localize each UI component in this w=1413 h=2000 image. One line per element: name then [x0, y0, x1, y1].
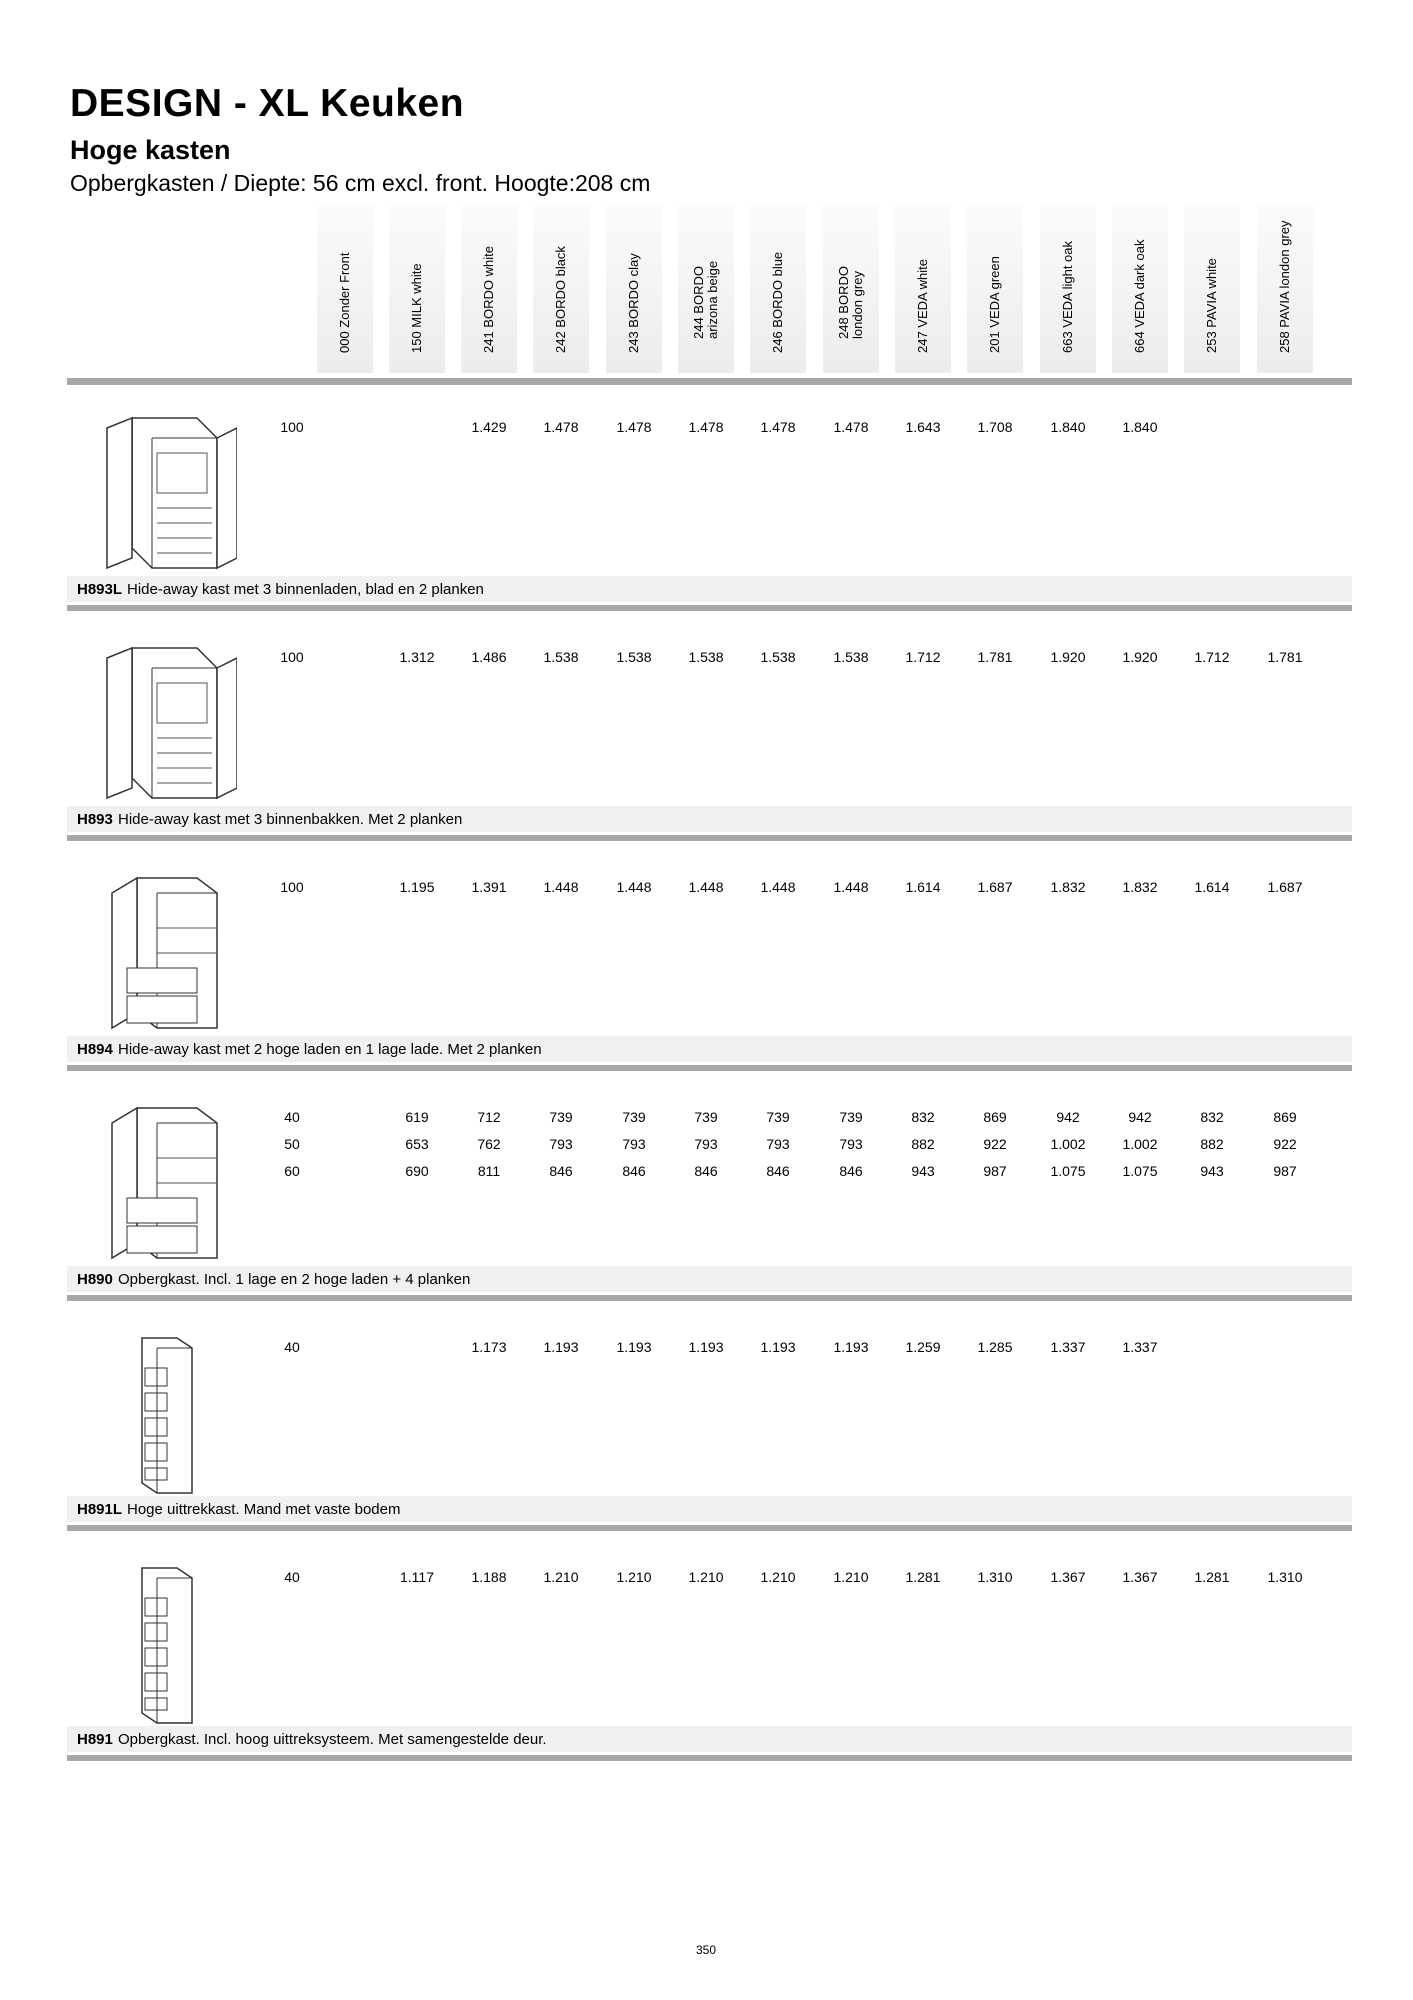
- price-cell: 1.285: [977, 1339, 1013, 1355]
- product-description: Hoge uittrekkast. Mand met vaste bodem: [127, 1501, 401, 1518]
- price-cell: 1.538: [688, 649, 724, 665]
- price-cell: 832: [1200, 1109, 1224, 1125]
- price-cell: 1.337: [1050, 1339, 1086, 1355]
- price-cell: 1.391: [471, 879, 507, 895]
- price-cell: 1.478: [760, 419, 796, 435]
- price-cell: 1.193: [833, 1339, 869, 1355]
- price-cell: 1.193: [688, 1339, 724, 1355]
- width-cell: 40: [284, 1339, 300, 1355]
- price-cell: 1.920: [1050, 649, 1086, 665]
- price-cell: 1.193: [543, 1339, 579, 1355]
- page-description: Opbergkasten / Diepte: 56 cm excl. front. Hoogte:208 cm: [70, 170, 651, 196]
- price-cell: 739: [622, 1109, 646, 1125]
- price-cell: 943: [1200, 1163, 1224, 1179]
- price-cell: 869: [983, 1109, 1007, 1125]
- column-header: [1112, 205, 1168, 373]
- page-number: 350: [696, 1943, 717, 1957]
- price-cell: 653: [405, 1136, 429, 1152]
- price-cell: 882: [911, 1136, 935, 1152]
- price-cell: 1.448: [543, 879, 579, 895]
- price-cell: 846: [839, 1163, 863, 1179]
- price-cell: 1.312: [399, 649, 435, 665]
- price-cell: 1.075: [1122, 1163, 1158, 1179]
- column-header: [389, 205, 445, 373]
- price-cell: 1.478: [833, 419, 869, 435]
- width-cell: 50: [284, 1136, 300, 1152]
- product-section: [67, 1548, 1352, 1778]
- price-cell: 869: [1273, 1109, 1297, 1125]
- price-cell: 846: [694, 1163, 718, 1179]
- product-caption: [67, 1496, 1352, 1522]
- column-header-label: 243 BORDO clay: [626, 253, 641, 353]
- column-header-label: 244 BORDO arizona beige: [691, 260, 720, 339]
- column-header: [1184, 205, 1240, 373]
- price-cell: 1.832: [1122, 879, 1158, 895]
- price-row: [67, 1569, 1352, 1595]
- column-header-label: 258 PAVIA london grey: [1277, 220, 1292, 353]
- price-cell: 1.448: [833, 879, 869, 895]
- price-cell: 1.614: [905, 879, 941, 895]
- price-cell: 712: [477, 1109, 501, 1125]
- column-header: [750, 205, 806, 373]
- price-cell: 690: [405, 1163, 429, 1179]
- width-cell: 100: [280, 879, 304, 895]
- price-row: [67, 419, 1352, 445]
- price-cell: 1.281: [1194, 1569, 1230, 1585]
- price-cell: 1.712: [1194, 649, 1230, 665]
- column-header: [606, 205, 662, 373]
- column-header: [461, 205, 517, 373]
- price-cell: 1.538: [833, 649, 869, 665]
- product-description: Hide-away kast met 3 binnenbakken. Met 2 planken: [118, 811, 463, 828]
- price-cell: 1.614: [1194, 879, 1230, 895]
- product-code: H893L: [77, 581, 123, 598]
- product-description: Opbergkast. Incl. hoog uittreksysteem. Met samengestelde deur.: [118, 1731, 547, 1748]
- product-caption: [67, 576, 1352, 602]
- price-cell: 1.193: [616, 1339, 652, 1355]
- price-cell: 846: [549, 1163, 573, 1179]
- price-cell: 1.486: [471, 649, 507, 665]
- price-cell: 1.448: [760, 879, 796, 895]
- price-cell: 1.429: [471, 419, 507, 435]
- price-cell: 922: [983, 1136, 1007, 1152]
- price-cell: 942: [1128, 1109, 1152, 1125]
- price-cell: 1.310: [1267, 1569, 1303, 1585]
- price-cell: 846: [766, 1163, 790, 1179]
- price-cell: 1.478: [688, 419, 724, 435]
- product-description: Hide-away kast met 2 hoge laden en 1 lage lade. Met 2 planken: [118, 1041, 542, 1058]
- section-divider: [67, 1525, 1352, 1531]
- price-cell: 1.643: [905, 419, 941, 435]
- column-header: [1257, 205, 1313, 373]
- width-cell: 100: [280, 649, 304, 665]
- price-cell: 1.337: [1122, 1339, 1158, 1355]
- page-subtitle: Hoge kasten: [70, 135, 231, 165]
- width-cell: 100: [280, 419, 304, 435]
- column-header: [1040, 205, 1096, 373]
- price-cell: 1.210: [833, 1569, 869, 1585]
- column-header-label: 253 PAVIA white: [1204, 258, 1219, 353]
- price-cell: 1.173: [471, 1339, 507, 1355]
- price-cell: 1.448: [688, 879, 724, 895]
- column-header: [967, 205, 1023, 373]
- product-section: [67, 628, 1352, 858]
- price-row: [67, 1339, 1352, 1365]
- price-cell: 739: [694, 1109, 718, 1125]
- price-cell: 1.687: [977, 879, 1013, 895]
- price-cell: 739: [839, 1109, 863, 1125]
- price-cell: 1.310: [977, 1569, 1013, 1585]
- price-cell: 1.002: [1122, 1136, 1158, 1152]
- column-header: [678, 205, 734, 373]
- price-cell: 1.117: [400, 1569, 434, 1585]
- price-cell: 793: [622, 1136, 646, 1152]
- product-caption: [67, 806, 1352, 832]
- column-header-label: 248 BORDO london grey: [836, 266, 865, 339]
- section-divider: [67, 1065, 1352, 1071]
- price-cell: 987: [983, 1163, 1007, 1179]
- column-header: [533, 205, 589, 373]
- price-cell: 922: [1273, 1136, 1297, 1152]
- product-section: [67, 858, 1352, 1088]
- price-cell: 1.002: [1050, 1136, 1086, 1152]
- column-header-label: 247 VEDA white: [915, 259, 930, 353]
- column-header-label: 663 VEDA light oak: [1060, 240, 1075, 353]
- column-header-label: 000 Zonder Front: [337, 252, 352, 353]
- column-header-label: 150 MILK white: [409, 263, 424, 353]
- product-section: [67, 1318, 1352, 1548]
- product-code: H893: [77, 811, 113, 828]
- product-description: Opbergkast. Incl. 1 lage en 2 hoge laden + 4 planken: [118, 1271, 471, 1288]
- price-cell: 1.832: [1050, 879, 1086, 895]
- price-row: [67, 1136, 1352, 1162]
- section-divider: [67, 1755, 1352, 1761]
- price-cell: 1.712: [905, 649, 941, 665]
- product-code: H890: [77, 1271, 113, 1288]
- price-cell: 943: [911, 1163, 935, 1179]
- price-cell: 1.448: [616, 879, 652, 895]
- price-cell: 846: [622, 1163, 646, 1179]
- section-divider: [67, 1295, 1352, 1301]
- price-cell: 1.478: [543, 419, 579, 435]
- product-description: Hide-away kast met 3 binnenladen, blad en 2 planken: [127, 581, 484, 598]
- price-cell: 739: [766, 1109, 790, 1125]
- price-cell: 1.188: [471, 1569, 507, 1585]
- section-divider: [67, 835, 1352, 841]
- price-cell: 1.367: [1122, 1569, 1158, 1585]
- width-cell: 60: [284, 1163, 300, 1179]
- price-cell: 1.367: [1050, 1569, 1086, 1585]
- price-cell: 1.840: [1050, 419, 1086, 435]
- page-title: DESIGN - XL Keuken: [70, 82, 465, 125]
- price-cell: 739: [549, 1109, 573, 1125]
- price-cell: 793: [766, 1136, 790, 1152]
- column-header-label: 242 BORDO black: [553, 246, 568, 353]
- product-code: H891: [77, 1731, 113, 1748]
- price-cell: 1.840: [1122, 419, 1158, 435]
- product-code: H894: [77, 1041, 113, 1058]
- section-divider: [67, 605, 1352, 611]
- column-header: [823, 205, 879, 373]
- price-cell: 1.478: [616, 419, 652, 435]
- price-cell: 1.210: [688, 1569, 724, 1585]
- product-section: [67, 1088, 1352, 1318]
- price-row: [67, 649, 1352, 675]
- price-cell: 1.210: [760, 1569, 796, 1585]
- column-header: [895, 205, 951, 373]
- width-cell: 40: [284, 1569, 300, 1585]
- price-cell: 1.538: [616, 649, 652, 665]
- column-header-label: 201 VEDA green: [987, 256, 1002, 353]
- price-cell: 832: [911, 1109, 935, 1125]
- price-cell: 987: [1273, 1163, 1297, 1179]
- price-cell: 793: [839, 1136, 863, 1152]
- price-cell: 1.259: [905, 1339, 941, 1355]
- price-cell: 942: [1056, 1109, 1080, 1125]
- price-cell: 619: [405, 1109, 429, 1125]
- price-cell: 1.210: [616, 1569, 652, 1585]
- header-divider: [67, 378, 1352, 385]
- price-cell: 811: [477, 1163, 501, 1179]
- product-caption: [67, 1726, 1352, 1752]
- price-cell: 1.687: [1267, 879, 1303, 895]
- price-cell: 1.193: [760, 1339, 796, 1355]
- column-header: [317, 205, 373, 373]
- product-caption: [67, 1266, 1352, 1292]
- price-cell: 1.538: [543, 649, 579, 665]
- price-cell: 1.920: [1122, 649, 1158, 665]
- width-cell: 40: [284, 1109, 300, 1125]
- price-cell: 1.281: [905, 1569, 941, 1585]
- price-row: [67, 1109, 1352, 1135]
- price-cell: 793: [549, 1136, 573, 1152]
- price-cell: 762: [477, 1136, 501, 1152]
- price-cell: 1.781: [1267, 649, 1303, 665]
- price-cell: 1.075: [1050, 1163, 1086, 1179]
- product-code: H891L: [77, 1501, 123, 1518]
- price-cell: 1.195: [399, 879, 435, 895]
- price-cell: 1.708: [977, 419, 1013, 435]
- product-caption: [67, 1036, 1352, 1062]
- product-section: [67, 398, 1352, 628]
- column-header-label: 246 BORDO blue: [770, 251, 785, 353]
- price-cell: 882: [1200, 1136, 1224, 1152]
- price-row: [67, 1163, 1352, 1189]
- column-header-label: 664 VEDA dark oak: [1132, 239, 1147, 353]
- column-header-label: 241 BORDO white: [481, 246, 496, 353]
- price-cell: 1.781: [977, 649, 1013, 665]
- price-cell: 1.210: [543, 1569, 579, 1585]
- price-cell: 793: [694, 1136, 718, 1152]
- price-cell: 1.538: [760, 649, 796, 665]
- price-row: [67, 879, 1352, 905]
